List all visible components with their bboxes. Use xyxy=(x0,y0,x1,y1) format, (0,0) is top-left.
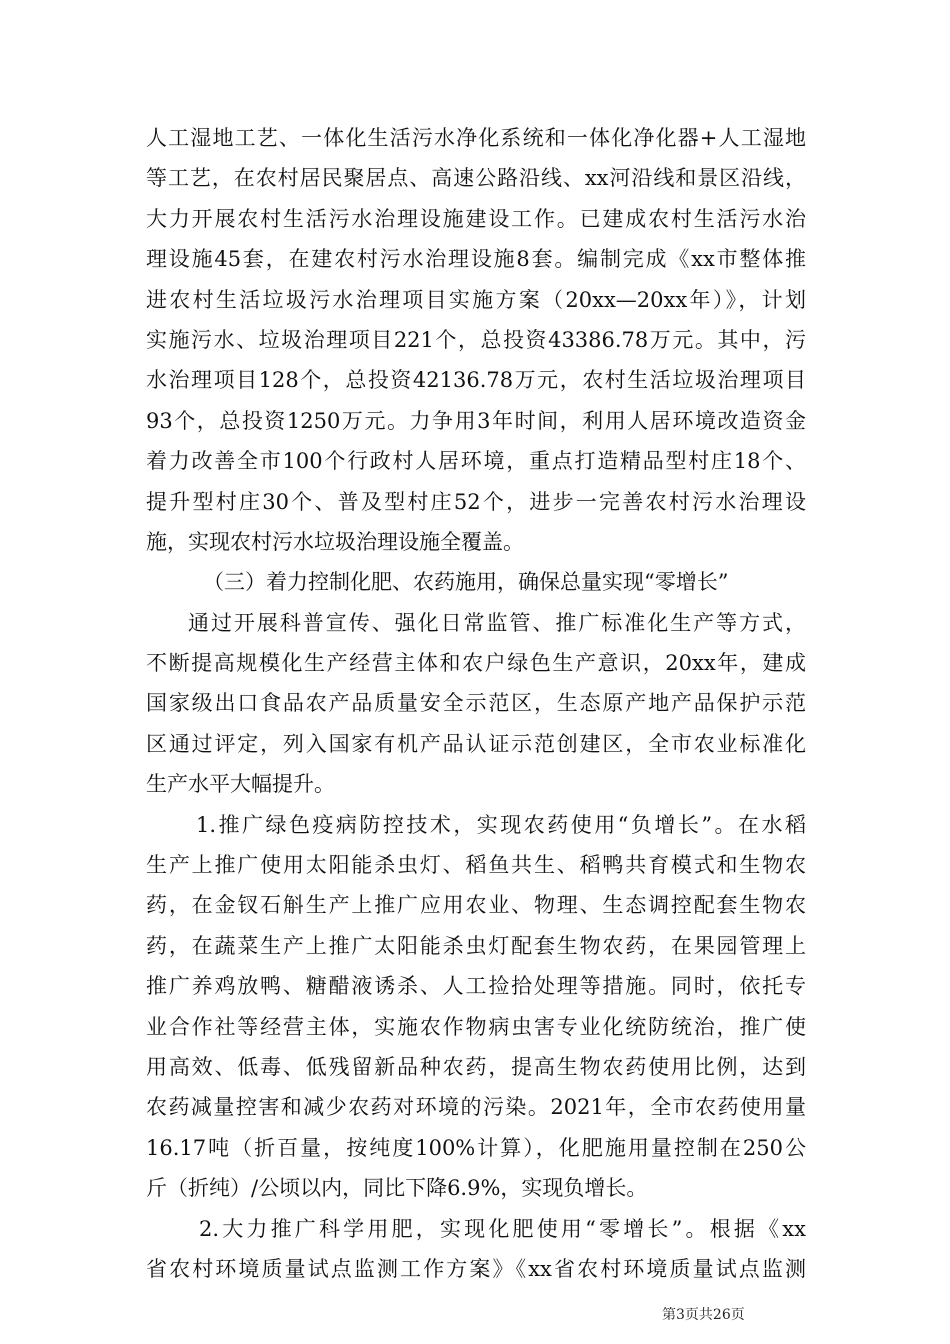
text-line: 不断提高规模化生产经营主体和农户绿色生产意识，20xx年，建成 xyxy=(146,651,806,676)
text-line: 省农村环境质量试点监测工作方案》《xx省农村环境质量试点监测 xyxy=(146,1256,806,1281)
text-line: 业合作社等经营主体，实施农作物病虫害专业化统防统治，推广使 xyxy=(146,1014,806,1039)
text-line: 区通过评定，列入国家有机产品认证示范创建区，全市农业标准化 xyxy=(146,731,806,756)
text-line: 水治理项目128个，总投资42136.78万元，农村生活垃圾治理项目 xyxy=(146,368,806,393)
text-line: 理设施45套，在建农村污水治理设施8套。编制完成《xx市整体推 xyxy=(146,247,806,272)
text-line: 着力改善全市100个行政村人居环境，重点打造精品型村庄18个、 xyxy=(146,449,806,474)
section-heading: （三）着力控制化肥、农药施用，确保总量实现“零增长” xyxy=(203,570,729,595)
text-line: 施，实现农村污水垃圾治理设施全覆盖。 xyxy=(146,529,524,554)
document-body xyxy=(146,118,806,1289)
text-line: 提升型村庄30个、普及型村庄52个，进步一完善农村污水治理设 xyxy=(146,489,806,514)
text-line: 等工艺，在农村居民聚居点、高速公路沿线、xx河沿线和景区沿线， xyxy=(146,166,806,191)
text-line: 用高效、低毒、低残留新品种农药，提高生物农药使用比例，达到 xyxy=(146,1054,806,1079)
text-line: 人工湿地工艺、一体化生活污水净化系统和一体化净化器+人工湿地 xyxy=(146,126,806,150)
subsection-first-line: 1.推广绿色疫病防控技术，实现农药使用“负增长”。在水稻 xyxy=(196,812,806,837)
text-line: 药，在蔬菜生产上推广太阳能杀虫灯配套生物农药，在果园管理上 xyxy=(146,933,806,958)
text-line: 通过开展科普宣传、强化日常监管、推广标准化生产等方式， xyxy=(188,610,806,635)
text-line: 推广养鸡放鸭、糖醋液诱杀、人工捡拾处理等措施。同时，依托专 xyxy=(146,974,806,999)
text-line: 大力开展农村生活污水治理设施建设工作。已建成农村生活污水治 xyxy=(146,206,806,231)
text-line: 生产上推广使用太阳能杀虫灯、稻鱼共生、稻鸭共育模式和生物农 xyxy=(146,853,806,878)
text-line: 农药减量控害和减少农药对环境的污染。2021年，全市农药使用量 xyxy=(146,1095,806,1120)
text-line: 实施污水、垃圾治理项目221个，总投资43386.78万元。其中，污 xyxy=(146,327,806,352)
text-line: 斤（折纯）/公顷以内，同比下降6.9%，实现负增长。 xyxy=(146,1176,648,1201)
text-line: 16.17吨（折百量，按纯度100%计算），化肥施用量控制在250公 xyxy=(146,1135,806,1160)
text-line: 93个，总投资1250万元。力争用3年时间，利用人居环境改造资金 xyxy=(146,408,806,433)
text-line: 药，在金钗石斛生产上推广应用农业、物理、生态调控配套生物农 xyxy=(146,893,806,918)
page-number: 第3页共26页 xyxy=(662,1307,745,1323)
text-line: 生产水平大幅提升。 xyxy=(146,772,335,797)
text-line: 进农村生活垃圾污水治理项目实施方案（20xx—20xx年）》，计划 xyxy=(146,287,806,312)
text-line: 国家级出口食品农产品质量安全示范区，生态原产地产品保护示范 xyxy=(146,691,806,716)
subsection-first-line: 2.大力推广科学用肥，实现化肥使用“零增长”。根据《xx xyxy=(199,1216,806,1241)
